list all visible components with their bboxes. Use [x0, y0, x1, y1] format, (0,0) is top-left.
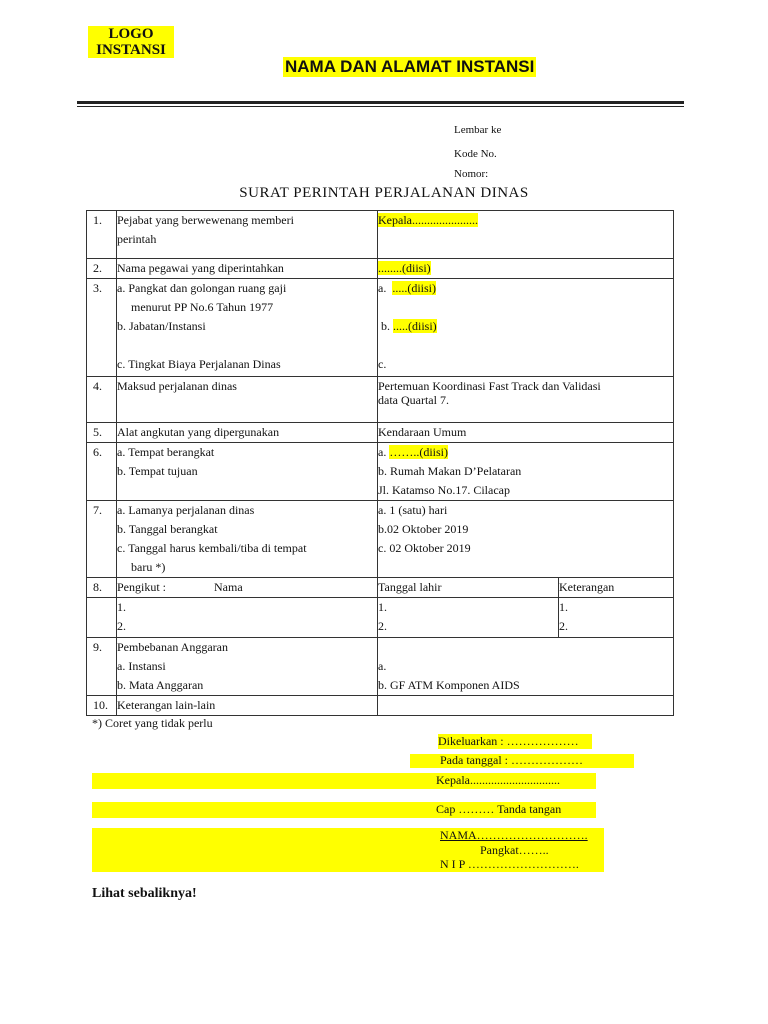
head-title-field: Kepala.............................. [436, 773, 560, 787]
follower-notes [559, 598, 674, 638]
purpose-line: data Quartal 7. [378, 393, 449, 407]
follower-item: 1. [117, 600, 126, 614]
row-label-line: menurut PP No.6 Tahun 1977 [131, 300, 274, 314]
table-row [87, 696, 674, 716]
duration-line: a. 1 (satu) hari [378, 503, 448, 517]
row-label [117, 501, 378, 578]
row-number: 5. [87, 423, 117, 443]
row-label-line: a. Pangkat dan golongan ruang gaji [117, 281, 287, 295]
row-value [378, 377, 674, 423]
follower-item: 2. [117, 619, 126, 633]
employee-name-field: ........(diisi) [378, 261, 431, 275]
row-value [378, 638, 674, 696]
row-label [117, 578, 378, 598]
row-value [378, 259, 674, 279]
budget-agency-line: a. [378, 659, 387, 673]
item-prefix: a. [378, 445, 387, 459]
official-field: Kepala...................... [378, 213, 478, 227]
row-label-line: Pembebanan Anggaran [117, 640, 228, 654]
item-prefix: a. [378, 281, 387, 295]
agency-logo-placeholder [88, 26, 174, 58]
row-value: Kendaraan Umum [378, 423, 674, 443]
purpose-line: Pertemuan Koordinasi Fast Track dan Validasi [378, 379, 601, 393]
signatory-name-field: NAMA………………………. [440, 828, 588, 842]
row-label [117, 638, 378, 696]
row-number: 3. [87, 279, 117, 377]
issued-date-field: Pada tanggal : ……………… [440, 753, 583, 767]
followers-label: Pengikut : [117, 580, 167, 594]
table-row [87, 443, 674, 501]
document-title: SURAT PERINTAH PERJALANAN DINAS [239, 185, 529, 201]
item-prefix: b. [381, 319, 390, 333]
travel-order-table [86, 210, 674, 716]
table-row [87, 638, 674, 696]
stamp-signature-field: Cap ……… Tanda tangan [436, 802, 562, 816]
row-label: Keterangan lain-lain [117, 696, 378, 716]
table-row [87, 578, 674, 598]
table-row [87, 211, 674, 259]
table-row [87, 279, 674, 377]
signatory-nip-field: N I P ………………………. [440, 857, 579, 871]
position-field: .....(diisi) [393, 319, 437, 333]
header-rule-thin [77, 106, 684, 107]
table-row [87, 501, 674, 578]
agency-name-address: NAMA DAN ALAMAT INSTANSI [285, 57, 535, 76]
table-row [87, 423, 674, 443]
table-row [87, 259, 674, 279]
row-number: 7. [87, 501, 117, 578]
row-label-line: b. Tempat tujuan [117, 464, 198, 478]
column-header-name: Nama [214, 580, 243, 594]
row-label [117, 211, 378, 259]
row-number: 2. [87, 259, 117, 279]
row-label: Maksud perjalanan dinas [117, 377, 378, 423]
row-label-line: baru *) [131, 560, 166, 574]
document-number-label: Nomor: [454, 168, 489, 180]
destination-line: b. Rumah Makan D’Pelataran [378, 464, 522, 478]
follower-dobs [378, 598, 559, 638]
row-label-line: perintah [117, 232, 157, 246]
follower-item: 2. [559, 619, 568, 633]
signatory-rank-field: Pangkat…….. [480, 843, 549, 857]
row-value [378, 211, 674, 259]
row-label-line: c. Tingkat Biaya Perjalanan Dinas [117, 357, 281, 371]
table-row [87, 377, 674, 423]
row-number: 10. [87, 696, 117, 716]
cost-level-field: c. [378, 357, 387, 371]
row-number: 1. [87, 211, 117, 259]
departure-date-line: b.02 Oktober 2019 [378, 522, 469, 536]
row-label [117, 443, 378, 501]
row-label-line: a. Instansi [117, 659, 166, 673]
destination-address: Jl. Katamso No.17. Cilacap [378, 483, 510, 497]
row-value [378, 501, 674, 578]
see-reverse-note: Lihat sebaliknya! [92, 886, 197, 901]
row-label-line: a. Tempat berangkat [117, 445, 215, 459]
column-header-dob: Tanggal lahir [378, 578, 559, 598]
row-value [378, 696, 674, 716]
follower-names [117, 598, 378, 638]
row-label [117, 279, 378, 377]
column-header-notes: Keterangan [559, 578, 674, 598]
row-number: 4. [87, 377, 117, 423]
budget-account-line: b. GF ATM Komponen AIDS [378, 678, 520, 692]
table-row [87, 598, 674, 638]
follower-item: 2. [378, 619, 387, 633]
header-rule-thick [77, 101, 684, 104]
return-date-line: c. 02 Oktober 2019 [378, 541, 471, 555]
sheet-number-label: Lembar ke [454, 124, 502, 136]
row-label-line: b. Mata Anggaran [117, 678, 204, 692]
follower-item: 1. [378, 600, 387, 614]
rank-field: .....(diisi) [392, 281, 436, 295]
issued-at-field: Dikeluarkan : ……………… [438, 734, 592, 749]
row-label: Nama pegawai yang diperintahkan [117, 259, 378, 279]
row-number: 8. [87, 578, 117, 598]
departure-field: ……..(diisi) [389, 445, 448, 459]
row-number: 9. [87, 638, 117, 696]
row-value [378, 279, 674, 377]
follower-item: 1. [559, 600, 568, 614]
row-label-line: b. Jabatan/Instansi [117, 319, 206, 333]
row-label-line: b. Tanggal berangkat [117, 522, 218, 536]
row-number-empty [87, 598, 117, 638]
row-label-line: Pejabat yang berwewenang memberi [117, 213, 294, 227]
row-number: 6. [87, 443, 117, 501]
row-label: Alat angkutan yang dipergunakan [117, 423, 378, 443]
footnote: *) Coret yang tidak perlu [92, 716, 213, 730]
code-number-label: Kode No. [454, 148, 497, 160]
row-label-line: a. Lamanya perjalanan dinas [117, 503, 255, 517]
row-label-line: c. Tanggal harus kembali/tiba di tempat [117, 541, 307, 555]
row-value [378, 443, 674, 501]
logo-line-1: LOGO [108, 26, 154, 42]
logo-line-2: INSTANSI [96, 42, 166, 58]
